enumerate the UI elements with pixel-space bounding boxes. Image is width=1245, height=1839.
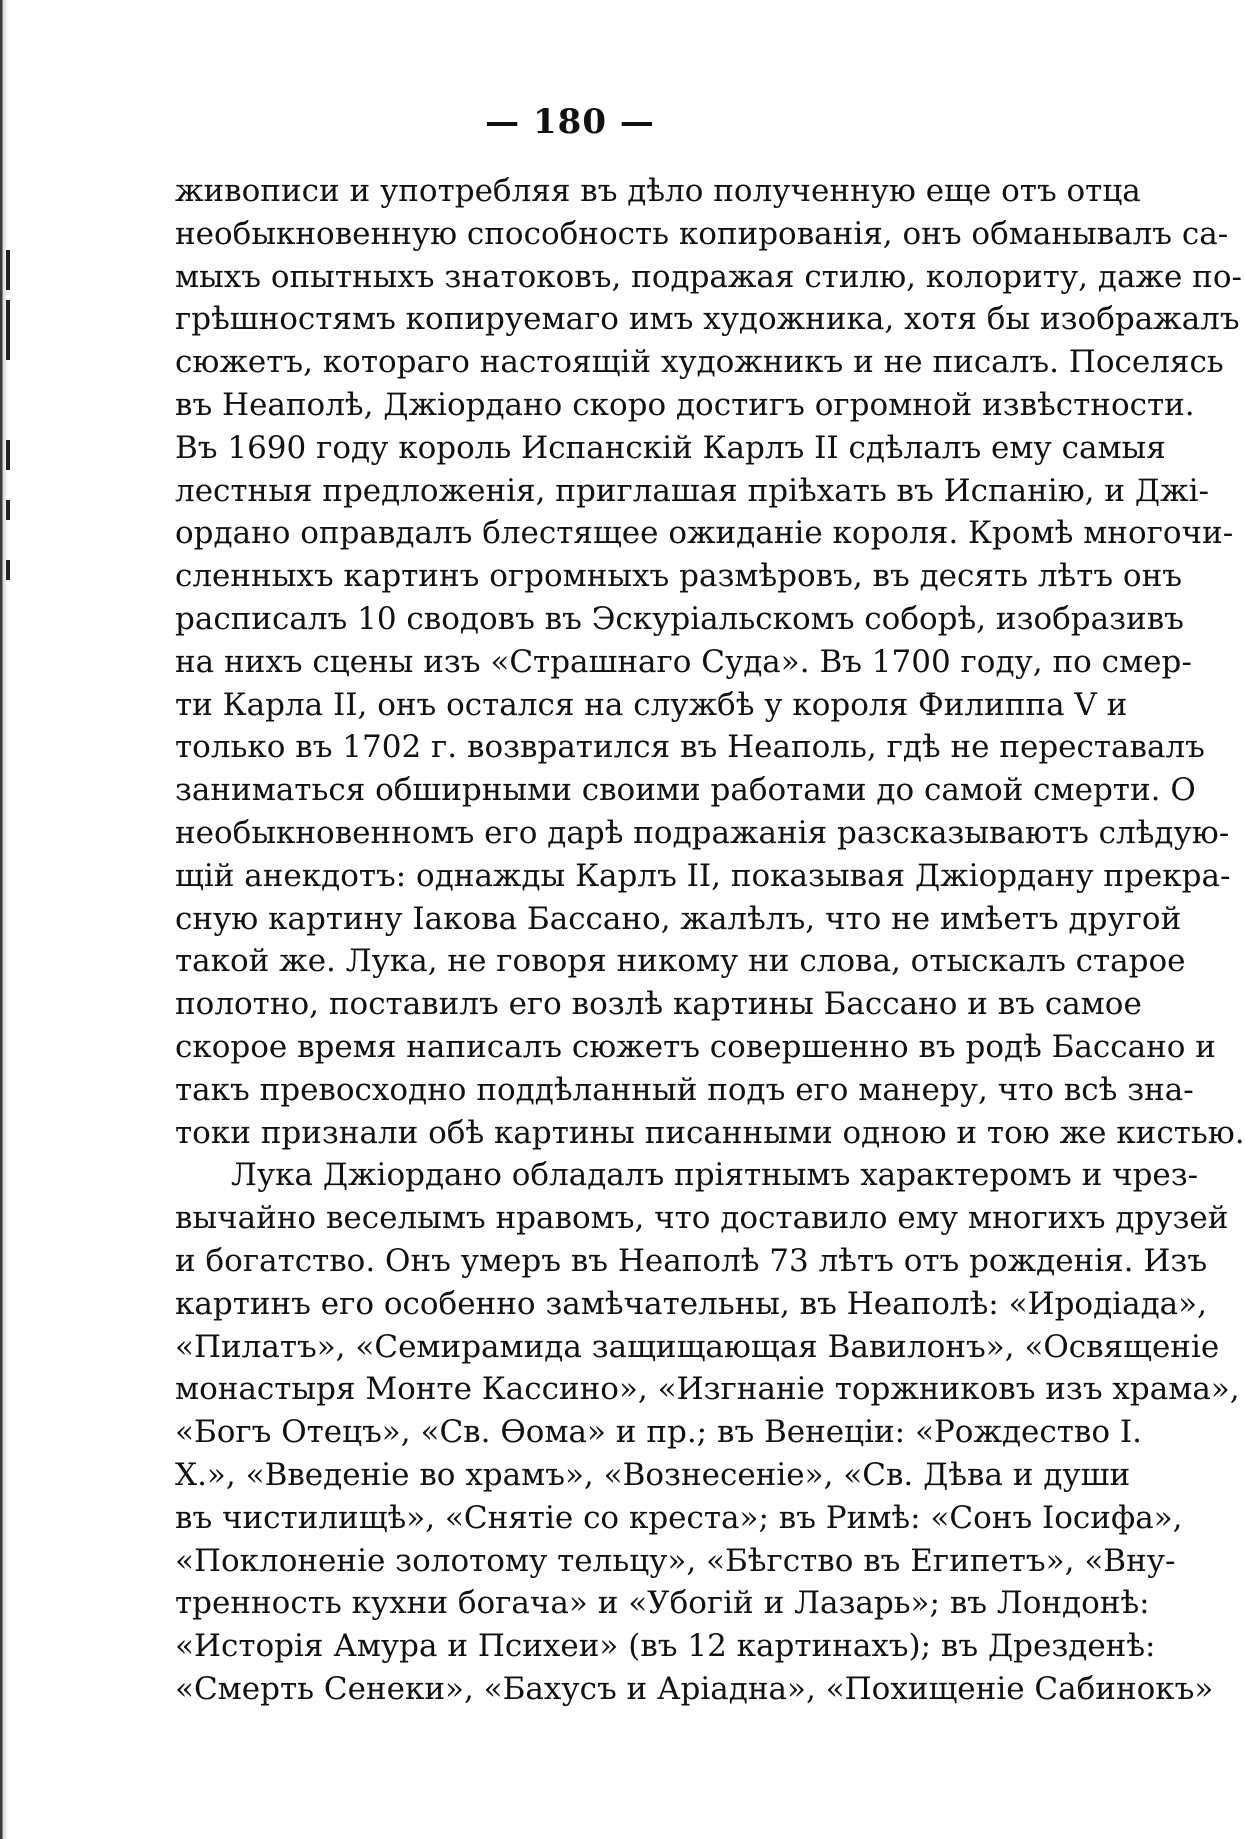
text-line: полотно, поставилъ его возлѣ картины Бассано и въ самое [175, 986, 1142, 1023]
text-line: въ Неаполѣ, Джіордано скоро достигъ огромной извѣстности. [175, 386, 1195, 423]
page-number: — 180 — [485, 102, 655, 142]
text-line: Х.», «Введеніе во храмъ», «Вознесеніе», «Св. Дѣва и души [175, 1456, 1131, 1493]
text-line: только въ 1702 г. возвратился въ Неаполь, гдѣ не переставалъ [175, 729, 1205, 766]
text-line: живописи и употребляя въ дѣло полученную еще отъ отца [175, 173, 1141, 209]
text-line: «Смерть Сенеки», «Бахусъ и Аріадна», «Похищеніе Сабинокъ» [175, 1670, 1214, 1707]
text-line: заниматься обширными своими работами до самой смерти. О [175, 772, 1196, 809]
text-line: въ чистилищѣ», «Снятіе со креста»; въ Римѣ: «Сонъ Іосифа», [175, 1499, 1183, 1536]
text-line: ти Карла II, онъ остался на службѣ у короля Филиппа V и [175, 686, 1128, 723]
text-line: монастыря Монте Кассино», «Изгнаніе торжниковъ изъ храма», [175, 1371, 1240, 1408]
text-line: тренность кухни богача» и «Убогій и Лазарь»; въ Лондонѣ: [175, 1585, 1150, 1622]
text-line: токи признали обѣ картины писанными одною и тою же кистью. [175, 1114, 1245, 1151]
scan-mark [6, 440, 10, 470]
text-line: Въ 1690 году король Испанскій Карлъ II сдѣлалъ ему самыя [175, 429, 1166, 466]
text-line: сную картину Іакова Бассано, жалѣлъ, что не имѣетъ другой [175, 900, 1182, 937]
text-line: лестныя предложенія, приглашая пріѣхать въ Испанію, и Джі- [175, 472, 1210, 509]
text-line: «Поклоненіе золотому тельцу», «Бѣгство въ Египетъ», «Вну- [175, 1542, 1176, 1579]
text-line: на нихъ сцены изъ «Страшнаго Суда». Въ 1700 году, по смер- [175, 643, 1192, 680]
text-line: сюжетъ, котораго настоящій художникъ и не писалъ. Поселясь [175, 344, 1224, 381]
text-line: сленныхъ картинъ огромныхъ размѣровъ, въ десять лѣтъ онъ [175, 558, 1182, 595]
scan-mark [6, 560, 10, 580]
body-text [175, 170, 1245, 1711]
text-line: «Исторія Амура и Психеи» (въ 12 картинахъ); въ Дрезденѣ: [175, 1628, 1156, 1665]
text-line: мыхъ опытныхъ знатоковъ, подражая стилю, колориту, даже по- [175, 258, 1242, 295]
scan-mark [6, 500, 10, 520]
text-line: расписалъ 10 сводовъ въ Эскуріальскомъ соборѣ, изобразивъ [175, 600, 1184, 637]
text-line: такой же. Лука, не говоря никому ни слова, отыскалъ старое [175, 943, 1186, 980]
text-line: грѣшностямъ копируемаго имъ художника, хотя бы изображалъ [175, 301, 1240, 338]
scan-mark [6, 300, 10, 360]
paragraph-first-line: Лука Джіордано обладалъ пріятнымъ характеромъ и чрез- [231, 1157, 1199, 1194]
text-line: необыкновенную способность копированія, онъ обманывалъ са- [175, 215, 1229, 252]
text-line: картинъ его особенно замѣчательны, въ Неаполѣ: «Иродіада», [175, 1285, 1207, 1322]
text-line: «Богъ Отецъ», «Св. Ѳома» и пр.; въ Венеціи: «Рождество І. [175, 1414, 1142, 1451]
text-line: такъ превосходно поддѣланный подъ его манеру, что всѣ зна- [175, 1071, 1194, 1108]
scan-mark [6, 250, 10, 290]
text-line: ордано оправдалъ блестящее ожиданіе короля. Кромѣ многочи- [175, 515, 1234, 552]
text-line: необыкновенномъ его дарѣ подражанія разсказываютъ слѣдую- [175, 814, 1230, 851]
text-line: «Пилатъ», «Семирамида защищающая Вавилонъ», «Освященіе [175, 1328, 1220, 1365]
text-line: и богатство. Онъ умеръ въ Неаполѣ 73 лѣтъ отъ рожденія. Изъ [175, 1242, 1208, 1279]
text-line: вычайно веселымъ нравомъ, что доставило ему многихъ друзей [175, 1200, 1229, 1237]
text-line: скорое время написалъ сюжетъ совершенно въ родѣ Бассано и [175, 1028, 1216, 1065]
text-line: щій анекдотъ: однажды Карлъ II, показывая Джіордану прекра- [175, 857, 1231, 894]
